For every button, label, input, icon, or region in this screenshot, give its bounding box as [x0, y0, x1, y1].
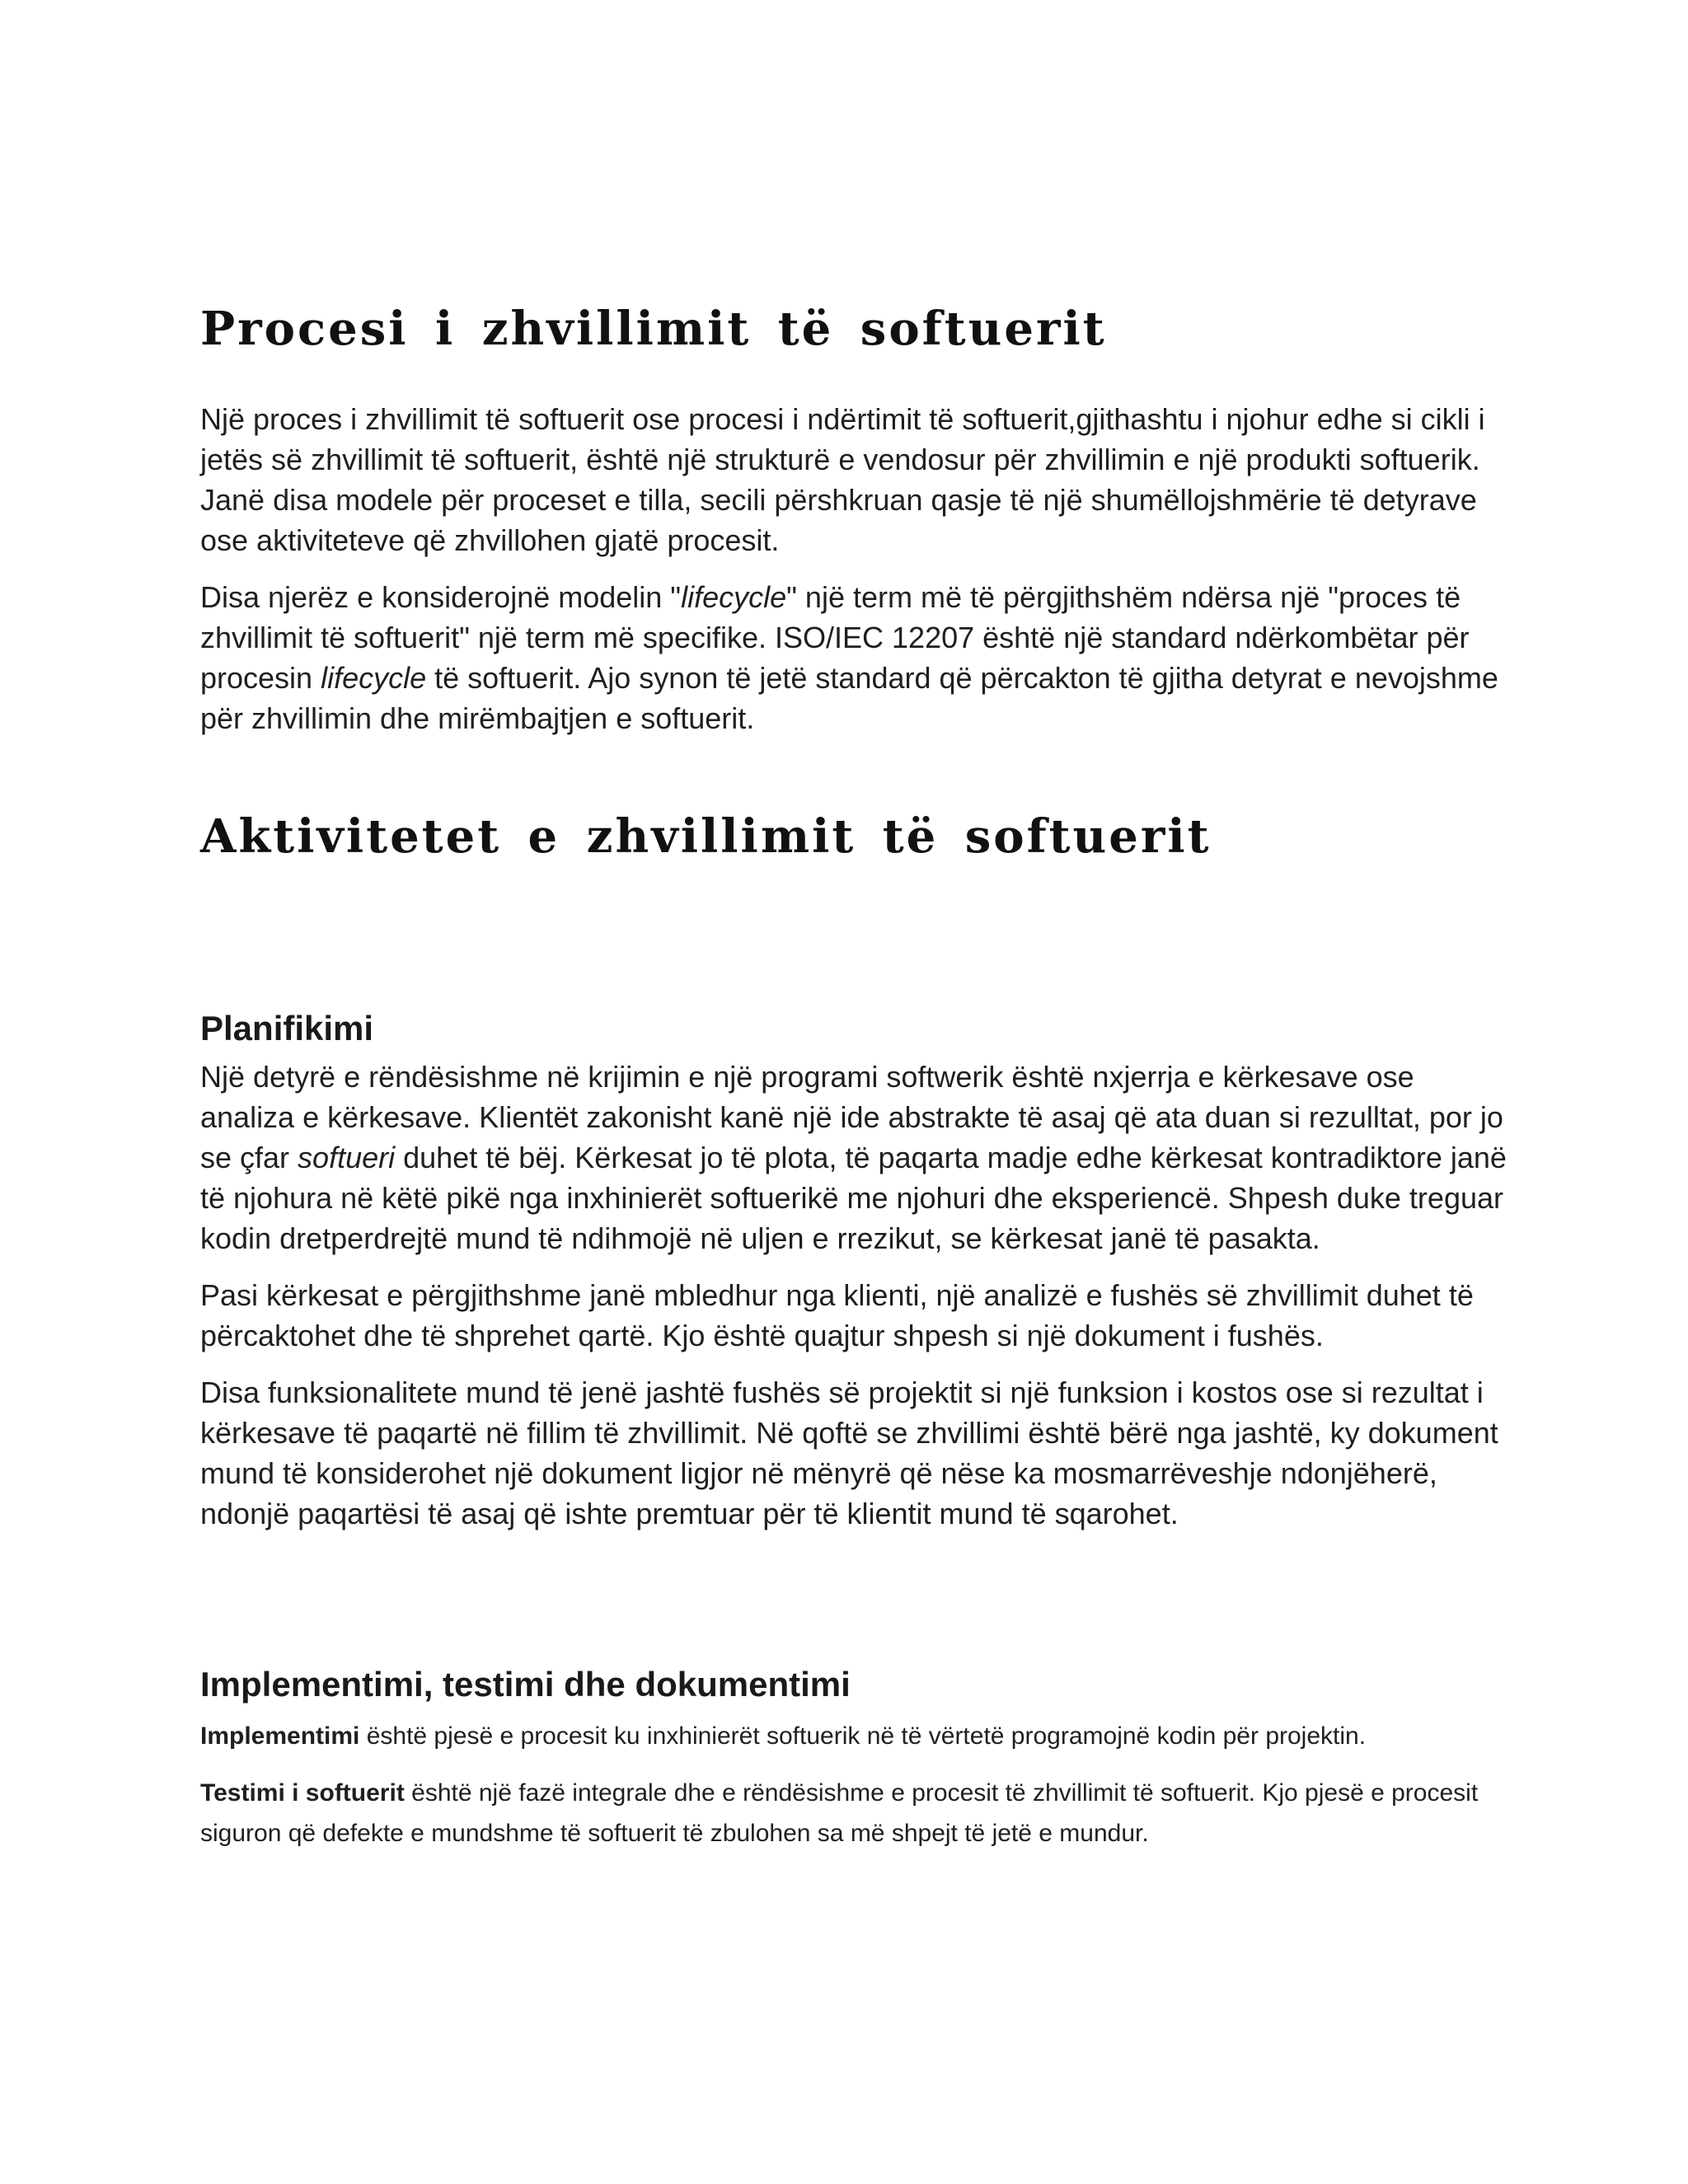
text-span: është një fazë integrale dhe e rëndësishme e procesit të zhvillimit të softuerit. Kjo pjesë e procesit siguron që defekte e mundshme të softuerit të zbulohen sa më shpejt të jetë e mundur. [200, 1779, 1479, 1847]
paragraph-process-intro: Një proces i zhvillimit të softuerit ose procesi i ndërtimit të softuerit,gjithashtu i njohur edhe si cikli i jetës së zhvillimit të softuerit, është një strukturë e vendosur për zhvillimin e një produkti softuerik. Janë disa modele për proceset e tilla, secili përshkruan qasje të një shumëllojshmërie të detyrave ose aktiviteteve që zhvillohen gjatë procesit. [200, 402, 1485, 557]
section-implementimi-body [200, 1716, 1511, 1854]
bold-term: Implementimi [200, 1722, 360, 1750]
italic-term: lifecycle [321, 661, 427, 695]
text-span: " një term më të përgjithshëm ndërsa një "proces të zhvillimit të softuerit" një term më specifike. ISO/IEC 12207 është një standard ndërkombëtar për procesin [200, 580, 1470, 695]
paragraph-scope-document: Disa funksionalitete mund të jenë jashtë fushës së projektit si një funksion i kostos ose si rezultat i kërkesave të paqartë në fillim të zhvillimit. Në qoftë se zhvillimi është bërë nga jashtë, ky dokument mund të konsiderohet një dokument ligjor në mënyrë që nëse ka mosmarrëveshje ndonjëherë, ndonjë paqartësi të asaj që ishte premtuar për të klientit mund të sqarohet. [200, 1376, 1498, 1530]
bold-term: Testimi i softuerit [200, 1779, 405, 1807]
text-span: të softuerit. Ajo synon të jetë standard që përcakton të gjitha detyrat e nevojshme për zhvillimin dhe mirëmbajtjen e softuerit. [200, 661, 1498, 735]
subheading-implementimi: Implementimi, testimi dhe dokumentimi [200, 1665, 851, 1704]
paragraph-testing [200, 1773, 1511, 1854]
subheading-planifikimi: Planifikimi [200, 1009, 374, 1047]
text-span: është pjesë e procesit ku inxhinierët softuerik në të vërtetë programojnë kodin për projektin. [359, 1722, 1367, 1750]
section-planifikimi-body [200, 1057, 1511, 1534]
italic-term: lifecycle [681, 580, 787, 614]
paragraph-lifecycle [200, 577, 1511, 738]
text-span: Një detyrë e rëndësishme në krijimin e një programi softwerik është nxjerrja e kërkesave ose analiza e kërkesave. Klientët zakonisht kanë një ide abstrakte të asaj që ata duan si rezulltat, por jo se çfar [200, 1060, 1503, 1174]
text-span: duhet të bëj. Kërkesat jo të plota, të paqarta madje edhe kërkesat kontradiktore janë të njohura në këtë pikë nga inxhinierët softuerikë me njohuri dhe eksperiencë. Shpesh duke treguar kodin dretperdrejtë mund të ndihmojë në uljen e rrezikut, se kërkesat janë të pasakta. [200, 1141, 1507, 1255]
paragraph-implementation [200, 1716, 1511, 1756]
section-process-body [200, 399, 1511, 738]
paragraph-scope-analysis: Pasi kërkesat e përgjithshme janë mbledhur nga klienti, një analizë e fushës së zhvillimit duhet të përcaktohet dhe të shprehet qartë. Kjo është quajtur shpesh si një dokument i fushës. [200, 1278, 1474, 1352]
paragraph-requirements [200, 1057, 1511, 1258]
section-heading-process: Procesi i zhvillimit të softuerit [200, 302, 1107, 356]
text-span: Disa njerëz e konsiderojnë modelin " [200, 580, 682, 614]
italic-term: softueri [298, 1141, 396, 1174]
section-heading-activities: Aktivitetet e zhvillimit të softuerit [200, 809, 1212, 864]
